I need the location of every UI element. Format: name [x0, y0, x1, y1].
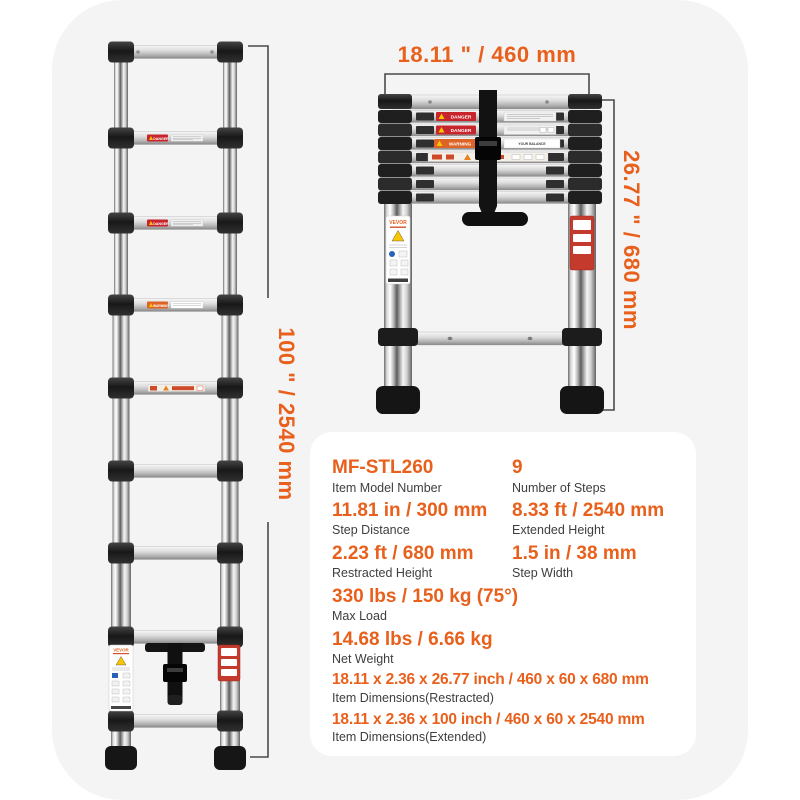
balance-text: YOUR BALANCE [518, 142, 546, 147]
collapsed-brand-sticker-left [386, 216, 410, 284]
spec-value: 18.11 x 2.36 x 26.77 inch / 460 x 60 x 680 mm [332, 671, 649, 689]
spec-panel [310, 432, 696, 756]
collapsed-legs [384, 198, 596, 390]
spec-label: Number of Steps [512, 480, 606, 495]
brand-text: VEVOR [389, 220, 407, 226]
spec-label: Step Distance [332, 523, 410, 538]
dimension-height-collapsed-label: 26.77 " / 680 mm [619, 150, 644, 330]
spec-label: Item Model Number [332, 480, 442, 495]
spec-value: 8.33 ft / 2540 mm [512, 499, 665, 521]
spec-value: 18.11 x 2.36 x 100 inch / 460 x 60 x 2540 mm [332, 710, 645, 728]
spec-label: Step Width [512, 566, 574, 581]
dimension-height-extended-label: 100 " / 2540 mm [274, 327, 299, 501]
spec-value: 11.81 in / 300 mm [332, 499, 488, 521]
extended-ladder [85, 40, 255, 775]
spec-value: 1.5 in / 38 mm [512, 542, 637, 564]
rung-danger-label-1 [147, 135, 203, 142]
spec-label: Item Dimensions(Restracted) [332, 691, 494, 706]
spec-value: 14.68 lbs / 6.66 kg [332, 628, 493, 650]
red-sticker-right [218, 645, 240, 681]
danger-text: DANGER [450, 129, 472, 135]
collapsed-bottom-rung [378, 328, 602, 346]
rung-danger-label-2 [147, 220, 203, 227]
spec-item-net-weight [332, 630, 678, 667]
spec-item-step-distance [332, 501, 512, 538]
brand-text: VEVOR [113, 647, 129, 653]
ladder-strap [145, 643, 205, 705]
spec-label: Net Weight [332, 652, 394, 667]
spec-value: MF-STL260 [332, 457, 434, 478]
spec-label: Item Dimensions(Extended) [332, 730, 487, 745]
rung-warning-label [147, 302, 203, 309]
spec-item-max-load [332, 587, 678, 624]
collapsed-ladder [372, 88, 608, 418]
dimension-width-collapsed-label: 18.11 " / 460 mm [397, 42, 577, 67]
spec-item-dimensions-restracted [332, 672, 678, 705]
spec-item-steps [512, 458, 678, 495]
collapsed-red-sticker-right [570, 216, 594, 270]
carry-handle [462, 212, 528, 226]
spec-label: Extended Height [512, 523, 605, 538]
spec-item-step-width [512, 544, 678, 581]
rung-caution-strip [148, 385, 205, 392]
spec-item-restracted-height [332, 544, 512, 581]
warning-text: WARNING [153, 303, 169, 308]
spec-item-extended-height [512, 501, 678, 538]
spec-label: Restracted Height [332, 566, 433, 581]
warning-text: WARNING [448, 141, 472, 147]
danger-text: DANGER [153, 136, 169, 141]
collapsed-feet [376, 386, 604, 414]
brand-sticker-left [109, 645, 133, 711]
spec-item-model [332, 458, 512, 495]
danger-text: DANGER [450, 115, 472, 121]
spec-value: 330 lbs / 150 kg (75°) [332, 585, 519, 607]
spec-value: 2.23 ft / 680 mm [332, 542, 474, 564]
danger-text: DANGER [153, 221, 169, 226]
spec-value: 9 [512, 457, 523, 478]
spec-label: Max Load [332, 609, 387, 624]
ladder-feet [105, 746, 246, 770]
spec-item-dimensions-extended [332, 712, 678, 745]
